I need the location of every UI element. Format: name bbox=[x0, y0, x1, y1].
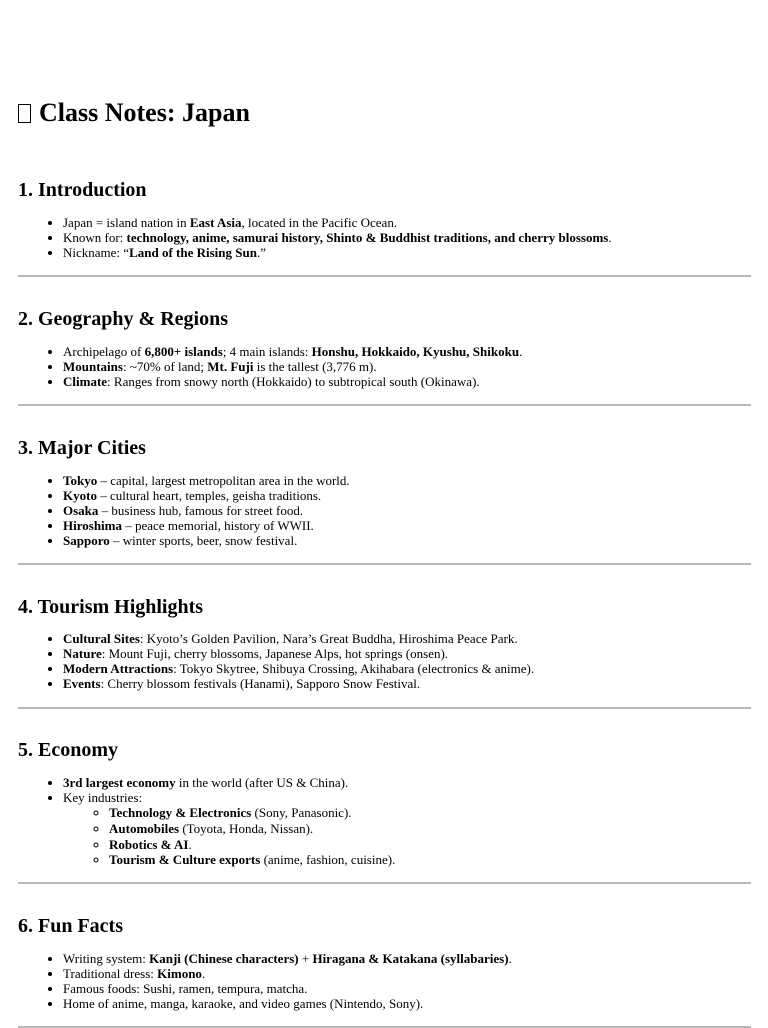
text: (Toyota, Honda, Nissan). bbox=[179, 820, 314, 836]
bold-text: Tourism & Culture exports bbox=[109, 852, 261, 868]
section-list bbox=[18, 951, 512, 1011]
text: .” bbox=[256, 245, 266, 260]
bold-text: Mountains bbox=[63, 359, 123, 374]
list-item bbox=[63, 359, 522, 374]
list-item bbox=[63, 533, 350, 548]
sub-list-item bbox=[109, 837, 395, 853]
text: Home of anime, manga, karaoke, and video games (Nintendo, Sony). bbox=[63, 996, 424, 1011]
list-item bbox=[63, 245, 612, 260]
text: Nickname: “ bbox=[63, 245, 130, 260]
text: – winter sports, beer, snow festival. bbox=[109, 533, 298, 548]
list-item bbox=[63, 676, 534, 691]
bold-text: Cultural Sites bbox=[63, 631, 140, 646]
bold-text: Kyoto bbox=[63, 488, 97, 503]
text: in the world (after US & China). bbox=[175, 775, 349, 790]
text: – peace memorial, history of WWII. bbox=[122, 518, 314, 533]
text: Famous foods: Sushi, ramen, tempura, matcha. bbox=[63, 981, 308, 996]
section-divider bbox=[18, 275, 751, 277]
bold-text: Sapporo bbox=[63, 533, 110, 548]
sub-list-wrapper bbox=[63, 805, 395, 868]
section-divider bbox=[18, 707, 751, 709]
text: – capital, largest metropolitan area in the world. bbox=[97, 473, 350, 488]
text: : ~70% of land; bbox=[122, 359, 208, 374]
text: Key industries: bbox=[63, 790, 143, 805]
text: : Cherry blossom festivals (Hanami), Sapporo Snow Festival. bbox=[100, 676, 421, 691]
text: : Tokyo Skytree, Shibuya Crossing, Akihabara (electronics & anime). bbox=[173, 661, 535, 676]
bold-text: Nature bbox=[63, 646, 102, 661]
list-item bbox=[63, 518, 350, 533]
bold-text: Mt. Fuji bbox=[207, 359, 254, 374]
bold-text: Technology & Electronics bbox=[109, 805, 252, 820]
list-item bbox=[63, 473, 350, 488]
text: Traditional dress: bbox=[63, 966, 158, 981]
text: . bbox=[188, 836, 192, 852]
text: Known for: bbox=[63, 230, 127, 245]
text: . bbox=[519, 344, 523, 359]
text: , located in the Pacific Ocean. bbox=[241, 215, 398, 230]
list-item bbox=[63, 215, 612, 230]
list-item bbox=[63, 230, 612, 245]
section-list bbox=[18, 215, 612, 260]
bold-text: 6,800+ islands bbox=[144, 344, 223, 359]
section-divider bbox=[18, 404, 751, 406]
section-heading: 1. Introduction bbox=[18, 179, 147, 201]
section-heading: 6. Fun Facts bbox=[18, 915, 123, 937]
list-item bbox=[63, 374, 522, 389]
missing-glyph-icon bbox=[18, 104, 31, 123]
list-item bbox=[63, 631, 534, 646]
text: is the tallest (3,776 m). bbox=[253, 359, 377, 374]
section-list bbox=[18, 473, 350, 548]
section-list bbox=[18, 344, 522, 389]
text: . bbox=[201, 966, 206, 981]
list-item bbox=[63, 981, 512, 996]
text: Writing system: bbox=[63, 951, 150, 966]
text: . bbox=[608, 230, 612, 245]
bold-text: 3rd largest economy bbox=[63, 775, 176, 790]
section-divider bbox=[18, 882, 751, 884]
text: Japan = island nation in bbox=[63, 215, 190, 230]
text: Archipelago of bbox=[63, 344, 145, 359]
sub-list bbox=[18, 805, 395, 868]
list-item bbox=[63, 344, 522, 359]
bold-text: Tokyo bbox=[63, 473, 98, 488]
bold-text: East Asia bbox=[189, 215, 242, 230]
section-heading: 4. Tourism Highlights bbox=[18, 596, 204, 618]
document-body bbox=[18, 96, 751, 1011]
list-item bbox=[63, 646, 534, 661]
sub-list-item bbox=[109, 821, 395, 837]
list-item bbox=[63, 661, 534, 676]
text: + bbox=[298, 951, 313, 966]
section-list bbox=[18, 631, 534, 691]
bold-text: Osaka bbox=[63, 503, 99, 518]
section-divider bbox=[18, 563, 751, 565]
text: – cultural heart, temples, geisha traditions. bbox=[96, 488, 322, 503]
sub-list-item bbox=[109, 852, 395, 868]
text: . bbox=[508, 951, 512, 966]
text: : Kyoto’s Golden Pavilion, Nara’s Great Buddha, Hiroshima Peace Park. bbox=[139, 631, 518, 646]
text: : Mount Fuji, cherry blossoms, Japanese Alps, hot springs (onsen). bbox=[101, 646, 449, 661]
bold-text: Hiroshima bbox=[63, 518, 122, 533]
section-heading: 2. Geography & Regions bbox=[18, 308, 228, 330]
list-item bbox=[63, 996, 512, 1011]
bold-text: technology, anime, samurai history, Shinto & Buddhist traditions, and cherry blossoms bbox=[126, 230, 609, 245]
page-title bbox=[18, 96, 751, 130]
text: – business hub, famous for street food. bbox=[98, 503, 304, 518]
bold-text: Kanji (Chinese characters) bbox=[149, 951, 299, 966]
bold-text: Automobiles bbox=[109, 820, 180, 836]
text: (Sony, Panasonic). bbox=[251, 805, 352, 820]
list-item bbox=[63, 775, 395, 790]
list-item bbox=[63, 951, 512, 966]
text: ; 4 main islands: bbox=[222, 344, 312, 359]
list-item bbox=[63, 503, 350, 518]
section-list bbox=[18, 775, 395, 868]
bold-text: Kimono bbox=[157, 966, 202, 981]
list-item bbox=[63, 790, 395, 805]
section-heading: 3. Major Cities bbox=[18, 437, 146, 459]
text: : Ranges from snowy north (Hokkaido) to subtropical south (Okinawa). bbox=[107, 374, 480, 389]
bold-text: Events bbox=[63, 676, 101, 691]
sub-list-item bbox=[109, 805, 395, 821]
bold-text: Modern Attractions bbox=[63, 661, 174, 676]
text: (anime, fashion, cuisine). bbox=[260, 852, 396, 868]
bold-text: Land of the Rising Sun bbox=[129, 245, 257, 260]
bold-text: Honshu, Hokkaido, Kyushu, Shikoku bbox=[311, 344, 520, 359]
section-heading: 5. Economy bbox=[18, 739, 118, 761]
bold-text: Robotics & AI bbox=[109, 836, 189, 852]
bold-text: Hiragana & Katakana (syllabaries) bbox=[312, 951, 509, 966]
bold-text: Climate bbox=[63, 374, 108, 389]
list-item bbox=[63, 488, 350, 503]
list-item bbox=[63, 966, 512, 981]
page-title-text: Class Notes: Japan bbox=[39, 98, 250, 127]
